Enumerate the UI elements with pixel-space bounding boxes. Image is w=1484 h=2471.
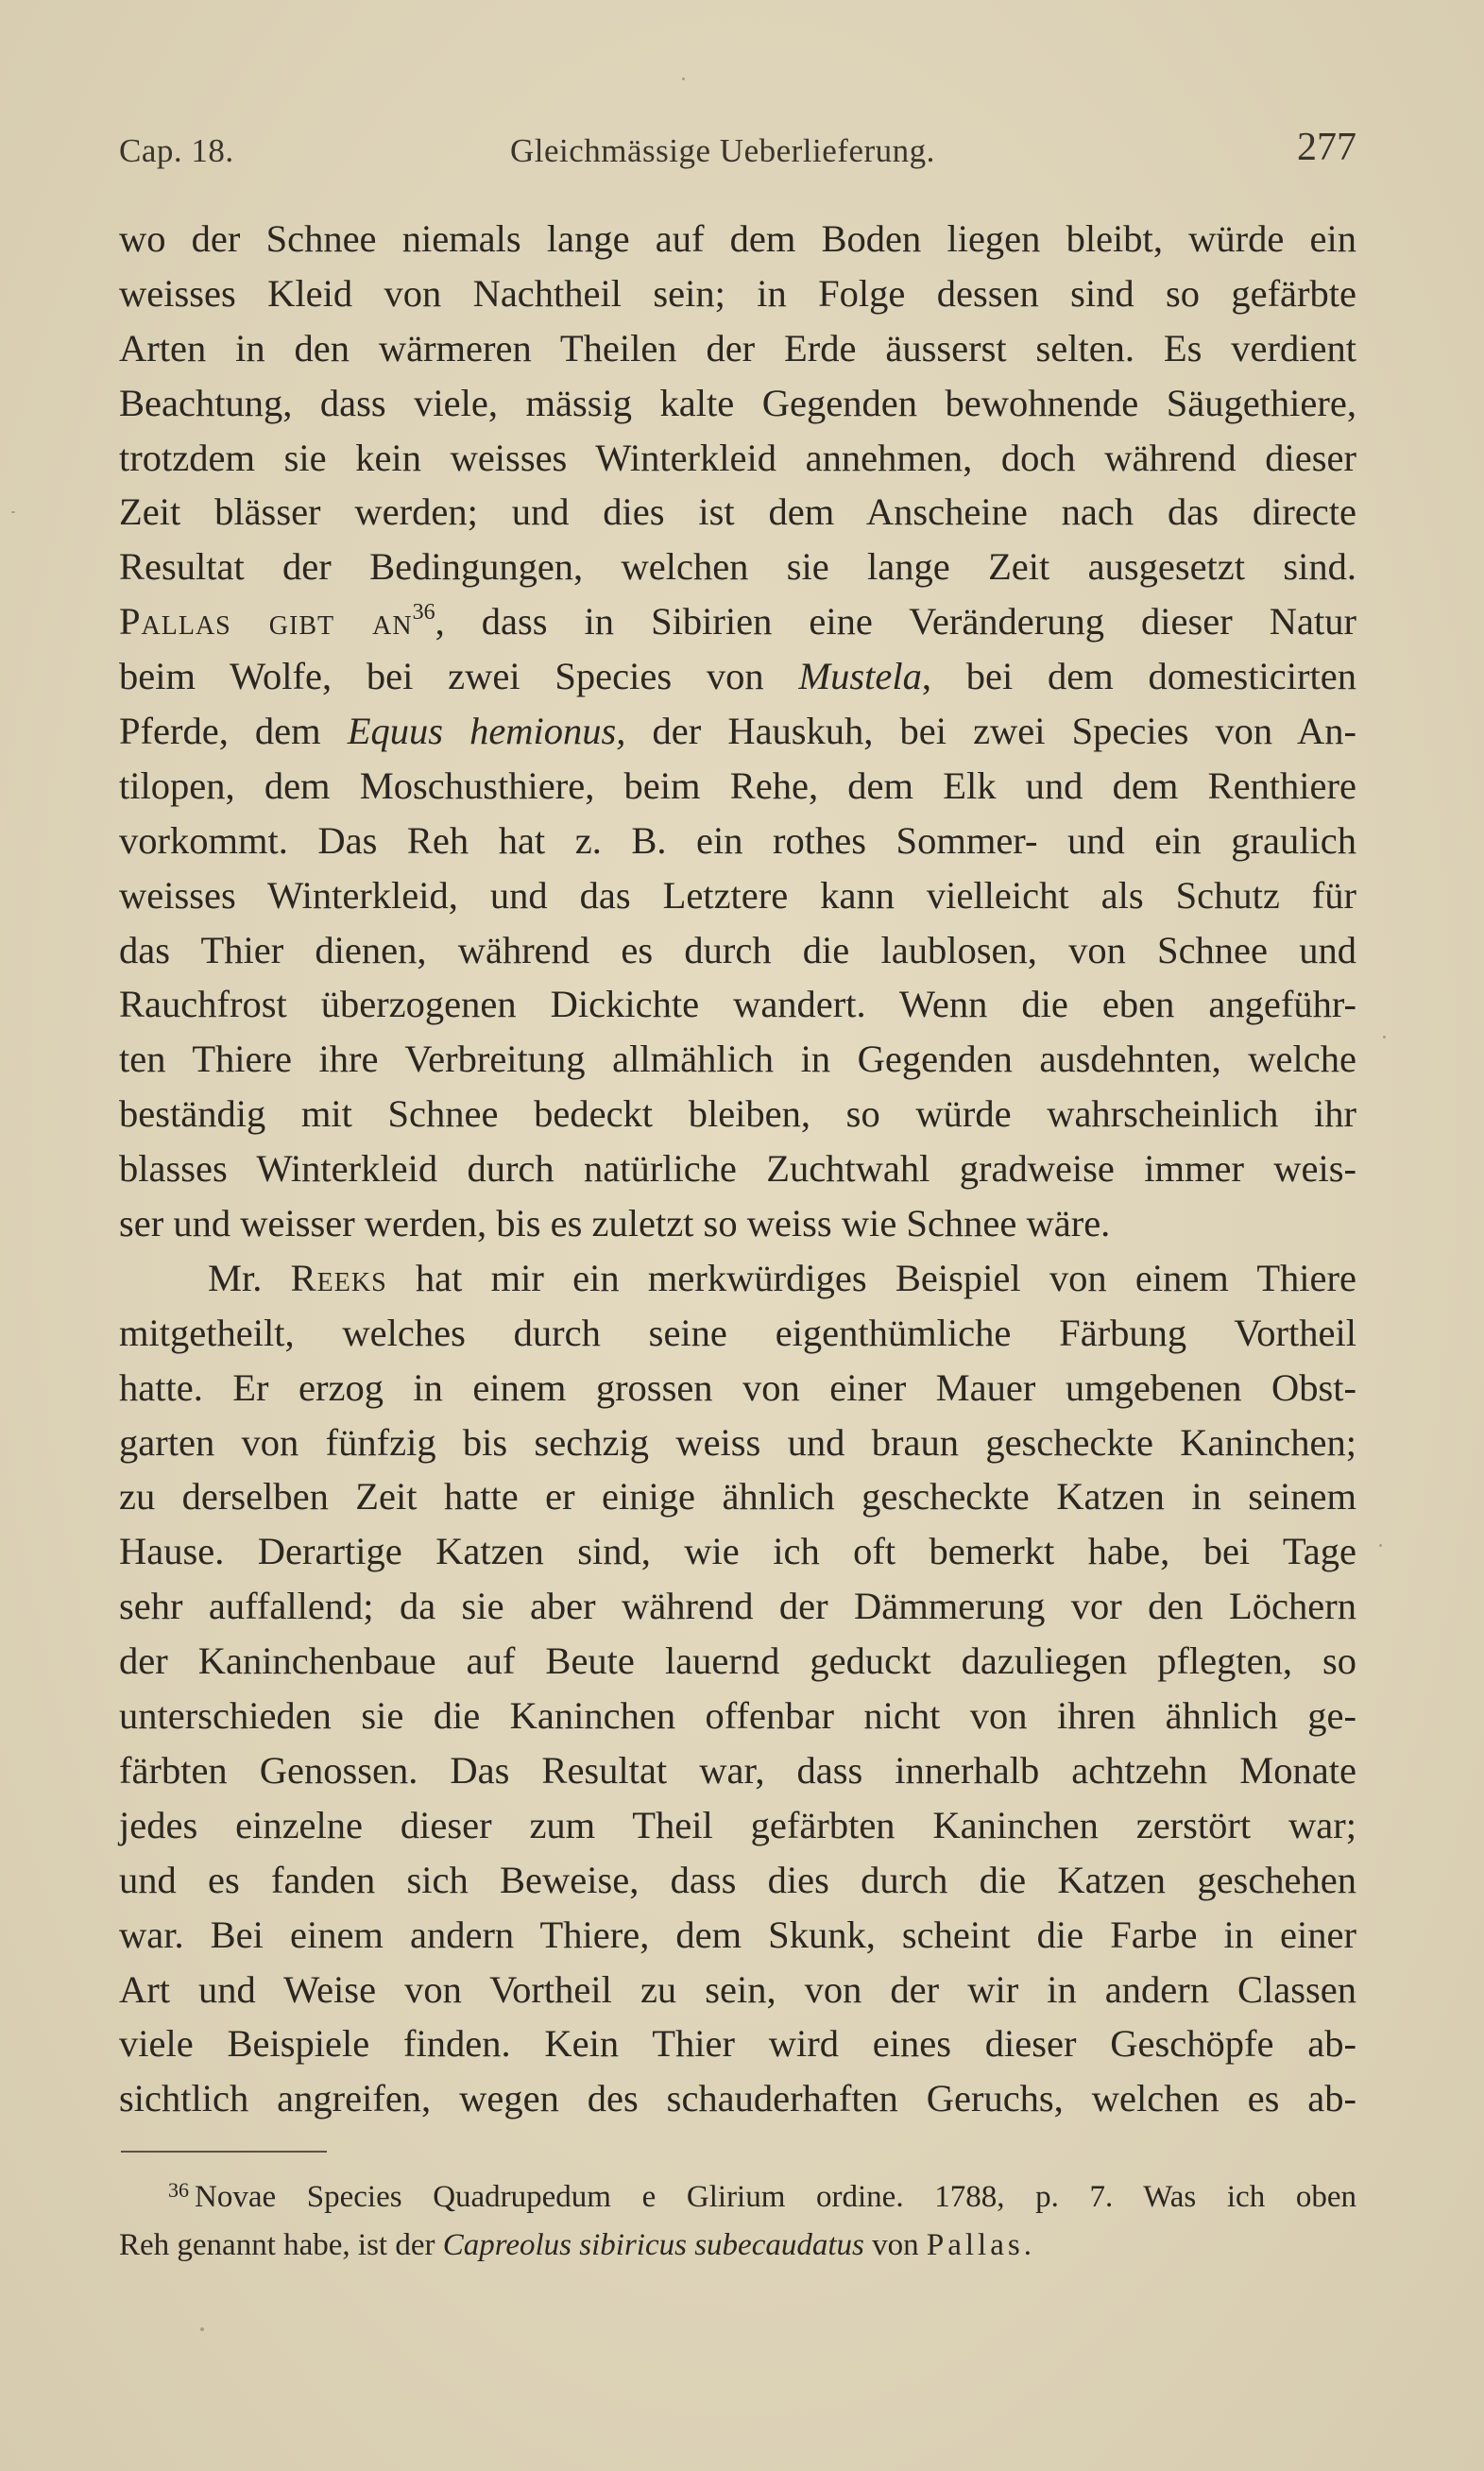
taxon-name: Capreolus sibiricus subecaudatus (442, 2228, 864, 2262)
text-line: Art und Weise von Vortheil zu sein, von der wir in andern Classen (119, 1967, 1356, 2011)
footnote-line: Reh genannt habe, ist der Capreolus sibiricus subecaudatus von Pallas. (119, 2228, 1032, 2262)
footnote-number: 36 (168, 2178, 189, 2202)
text-line: unterschieden sie die Kaninchen offenbar nicht von ihren ähnlich ge- (119, 1694, 1356, 1738)
running-title: Gleichmässige Ueberlieferung. (510, 132, 935, 169)
text-line: und es fanden sich Beweise, dass dies durch die Katzen geschehen (119, 1858, 1356, 1901)
taxon-name: Equus hemionus, (347, 710, 626, 753)
text-line: Beachtung, dass viele, mässig kalte Gegenden bewohnende Säugethiere, (119, 381, 1356, 424)
text-line: färbten Genossen. Das Resultat war, dass innerhalb achtzehn Monate (119, 1748, 1356, 1792)
author-name-pallas: Pallas gibt an (119, 600, 413, 643)
text-line: blasses Winterkleid durch natürliche Zuchtwahl gradweise immer weis- (119, 1147, 1356, 1191)
text-line: Pferde, dem Equus hemionus, der Hauskuh, bei zwei Species von An- (119, 710, 1356, 753)
text-line: ten Thiere ihre Verbreitung allmählich in Gegenden ausdehnten, welche (119, 1038, 1356, 1081)
paper-speck (1379, 1544, 1382, 1547)
text-line: jedes einzelne dieser zum Theil gefärbten Kaninchen zerstört war; (119, 1803, 1356, 1846)
text-line: Resultat der Bedingungen, welchen sie lange Zeit ausgesetzt sind. (119, 545, 1356, 589)
footnote-reference: 36 (412, 600, 435, 626)
text-line: Pallas gibt $an^{36}$, dass in Sibirien eine Veränderung dieser Natur (119, 600, 1357, 643)
text-line: war. Bei einem andern Thiere, dem Skunk, scheint die Farbe in einer (119, 1913, 1356, 1956)
text-line: der Kaninchenbaue auf Beute lauernd geduckt dazuliegen pflegten, so (119, 1639, 1356, 1683)
running-header (119, 125, 1356, 174)
author-name-reeks: Reeks (290, 1256, 387, 1299)
text-line: Hause. Derartige Katzen sind, wie ich oft bemerkt habe, bei Tage (119, 1530, 1356, 1573)
text-line: vorkommt. Das Reh hat z. B. ein rothes Sommer- und ein graulich (119, 818, 1356, 862)
paper-speck (11, 511, 15, 513)
text-line: trotzdem sie kein weisses Winterkleid annehmen, doch während dieser (119, 436, 1356, 479)
footnote-divider (121, 2151, 327, 2153)
text-line: sichtlich angreifen, wegen des schauderhaften Geruchs, welchen es ab- (119, 2077, 1356, 2120)
paper-speck (1383, 1036, 1386, 1038)
text-line: viele Beispiele finden. Kein Thier wird eines dieser Geschöpfe ab- (119, 2022, 1356, 2066)
text-line: hatte. Er erzog in einem grossen von einer Mauer umgebenen Obst- (119, 1365, 1356, 1409)
page-number: 277 (1297, 126, 1356, 169)
text-line: wo der Schnee niemals lange auf dem Boden liegen bleibt, würde ein (119, 217, 1356, 260)
chapter-label: Cap. 18. (119, 132, 234, 169)
footnote-line: $^{36}$ Novae Species Quadrupedum e Glirium ordine. 1788, p. 7. Was ich oben (168, 2178, 1356, 2214)
text-line: tilopen, dem Moschusthiere, beim Rehe, dem Elk und dem Renthiere (119, 764, 1356, 807)
text-line: Mr. Reeks hat mir ein merkwürdiges Beispiel von einem Thiere (208, 1256, 1356, 1299)
paper-speck (200, 2327, 204, 2331)
taxon-name: Mustela (798, 655, 922, 698)
text-line: weisses Winterkleid, und das Letztere kann vielleicht als Schutz für (119, 873, 1356, 917)
text-line: beim Wolfe, bei zwei Species von Mustela, bei dem domesticirten (119, 655, 1356, 698)
text-line: das Thier dienen, während es durch die laublosen, von Schnee und (119, 928, 1356, 971)
text-line: Zeit blässer werden; und dies ist dem Anscheine nach das directe (119, 490, 1356, 534)
text-line: beständig mit Schnee bedeckt bleiben, so würde wahrscheinlich ihr (119, 1092, 1356, 1136)
text-line: weisses Kleid von Nachtheil sein; in Folge dessen sind so gefärbte (119, 271, 1356, 315)
text-line: sehr auffallend; da sie aber während der Dämmerung vor den Löchern (119, 1585, 1356, 1628)
author-name-pallas: Pallas (926, 2228, 1024, 2262)
main-text (119, 212, 1356, 2126)
text-line: garten von fünfzig bis sechzig weiss und braun gescheckte Kaninchen; (119, 1420, 1356, 1464)
text-line: Arten in den wärmeren Theilen der Erde äusserst selten. Es verdient (119, 326, 1356, 369)
footnote (119, 2173, 1356, 2270)
paper-speck (682, 77, 685, 80)
text-line: Rauchfrost überzogenen Dickichte wandert. Wenn die eben angeführ- (119, 983, 1356, 1026)
text-line: zu derselben Zeit hatte er einige ähnlich gescheckte Katzen in seinem (119, 1475, 1356, 1519)
text-line: mitgetheilt, welches durch seine eigenthümliche Färbung Vortheil (119, 1311, 1356, 1354)
text-line: ser und weisser werden, bis es zuletzt so weiss wie Schnee wäre. (119, 1202, 1111, 1245)
